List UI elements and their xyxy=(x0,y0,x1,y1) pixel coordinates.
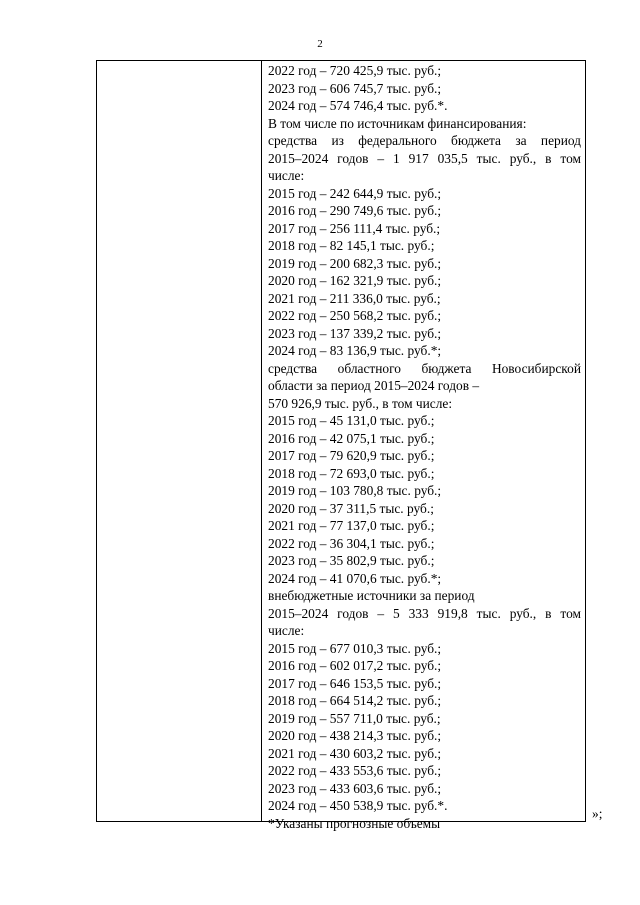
text-line: 2015 год – 677 010,3 тыс. руб.; xyxy=(268,640,442,656)
table-left-cell xyxy=(97,61,262,821)
text-line: 2024 год – 83 136,9 тыс. руб.*; xyxy=(268,343,442,358)
text-line: 2020 год – 37 311,5 тыс. руб.; xyxy=(268,500,434,516)
text-line: области за период 2015–2024 годов – xyxy=(268,378,480,393)
text-line: 2019 год – 103 780,8 тыс. руб.; xyxy=(268,483,442,498)
text-line: 2020 год – 162 321,9 тыс. руб.; xyxy=(268,273,442,288)
text-line: *Указаны прогнозные объемы xyxy=(268,815,441,831)
text-line: 2019 год – 557 711,0 тыс. руб.; xyxy=(268,710,441,726)
text-line: числе: xyxy=(268,168,305,183)
text-line: 2022 год – 433 553,6 тыс. руб.; xyxy=(268,763,442,778)
text-line: 2022 год – 720 425,9 тыс. руб.; xyxy=(268,63,442,78)
page-number: 2 xyxy=(317,38,323,50)
text-line: 2021 год – 430 603,2 тыс. руб.; xyxy=(268,745,442,761)
text-line: средства из федерального бюджета за период xyxy=(268,133,581,148)
text-line: средства областного бюджета Новосибирской xyxy=(268,360,581,376)
table-right-cell xyxy=(268,62,581,832)
text-line: 2023 год – 35 802,9 тыс. руб.; xyxy=(268,553,435,568)
text-line: 2016 год – 602 017,2 тыс. руб.; xyxy=(268,658,442,673)
text-line: 2015–2024 годов – 5 333 919,8 тыс. руб., в том xyxy=(268,605,581,621)
text-line: В том числе по источникам финансирования: xyxy=(268,115,527,131)
text-line: числе: xyxy=(268,623,305,638)
text-line: 2023 год – 606 745,7 тыс. руб.; xyxy=(268,80,442,96)
text-line: 2024 год – 574 746,4 тыс. руб.*. xyxy=(268,98,448,113)
closing-quote: »; xyxy=(592,806,603,821)
financing-table xyxy=(96,60,586,831)
text-line: 2023 год – 137 339,2 тыс. руб.; xyxy=(268,325,442,341)
text-line: 2018 год – 72 693,0 тыс. руб.; xyxy=(268,465,435,481)
text-line: 2020 год – 438 214,3 тыс. руб.; xyxy=(268,728,442,743)
text-line: 2016 год – 290 749,6 тыс. руб.; xyxy=(268,203,442,218)
text-line: 2022 год – 250 568,2 тыс. руб.; xyxy=(268,308,442,323)
text-line: 2022 год – 36 304,1 тыс. руб.; xyxy=(268,535,435,551)
text-line: 2015–2024 годов – 1 917 035,5 тыс. руб., в том xyxy=(268,150,581,166)
text-line: 2015 год – 242 644,9 тыс. руб.; xyxy=(268,185,442,201)
text-line: 2017 год – 646 153,5 тыс. руб.; xyxy=(268,675,442,691)
text-line: 2017 год – 256 111,4 тыс. руб.; xyxy=(268,220,441,236)
text-line: 2017 год – 79 620,9 тыс. руб.; xyxy=(268,448,435,463)
text-line: внебюджетные источники за период xyxy=(268,588,475,603)
text-line: 2018 год – 82 145,1 тыс. руб.; xyxy=(268,238,435,253)
text-line: 570 926,9 тыс. руб., в том числе: xyxy=(268,395,453,411)
text-line: 2023 год – 433 603,6 тыс. руб.; xyxy=(268,780,442,796)
text-line: 2019 год – 200 682,3 тыс. руб.; xyxy=(268,255,442,271)
text-line: 2021 год – 77 137,0 тыс. руб.; xyxy=(268,518,435,533)
text-line: 2024 год – 41 070,6 тыс. руб.*; xyxy=(268,570,442,586)
text-line: 2018 год – 664 514,2 тыс. руб.; xyxy=(268,693,442,708)
text-line: 2015 год – 45 131,0 тыс. руб.; xyxy=(268,413,435,428)
text-line: 2021 год – 211 336,0 тыс. руб.; xyxy=(268,290,441,306)
text-line: 2016 год – 42 075,1 тыс. руб.; xyxy=(268,430,435,446)
text-line: 2024 год – 450 538,9 тыс. руб.*. xyxy=(268,798,448,813)
